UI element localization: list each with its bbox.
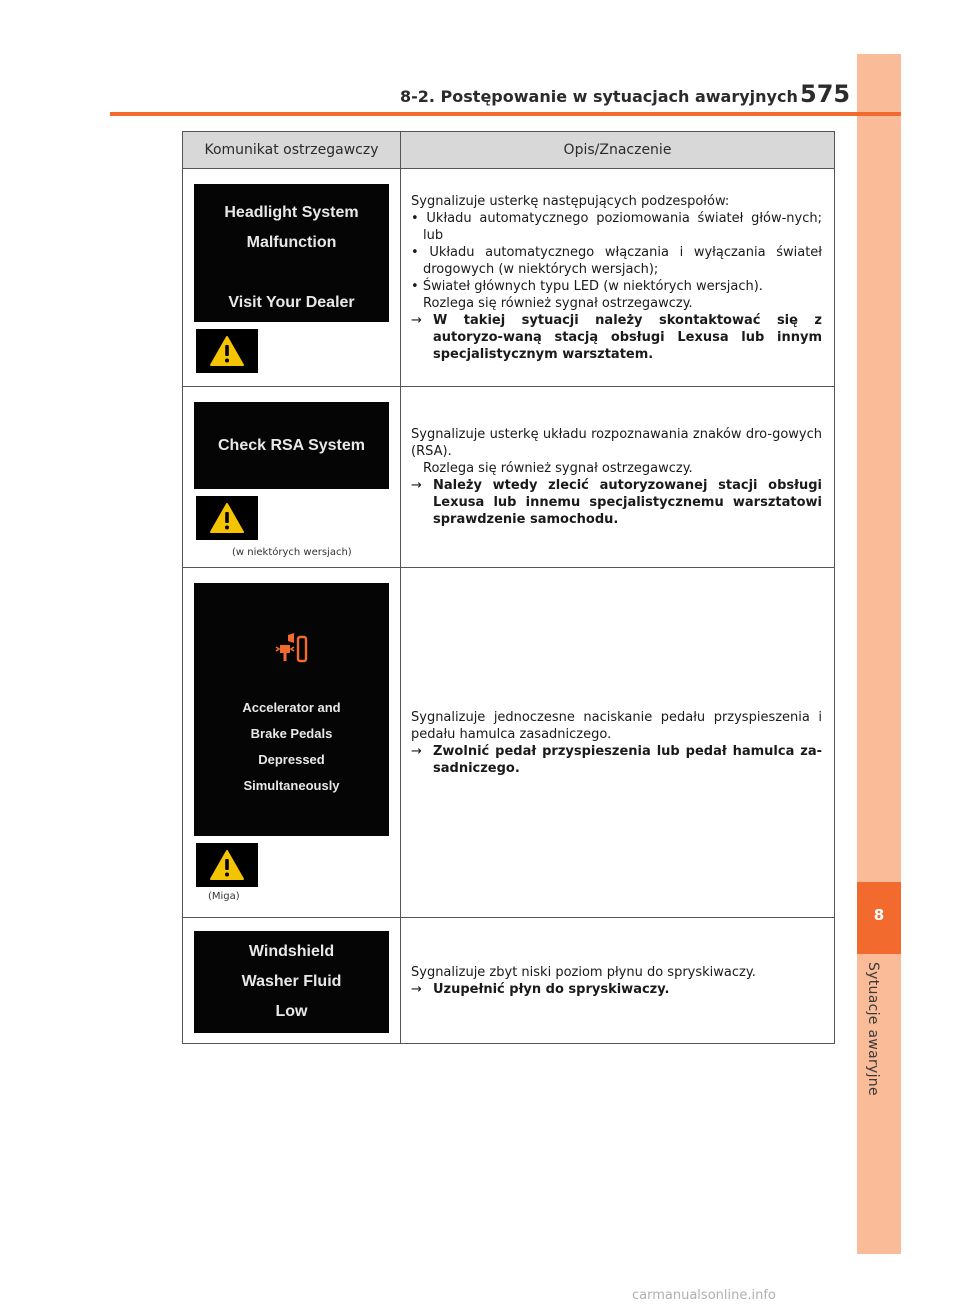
- section-title: 8-2. Postępowanie w sytuacjach awaryjnych: [400, 87, 798, 106]
- description-intro: Sygnalizuje usterkę układu rozpoznawania znaków dro-gowych (RSA).: [411, 427, 822, 459]
- action-instruction: → Zwolnić pedał przyspieszenia lub pedał hamulca za-sadniczego.: [411, 743, 822, 776]
- column-header-message: Komunikat ostrzegawczy: [183, 132, 401, 168]
- message-cell: [183, 918, 401, 1043]
- screen-line: Headlight System: [224, 204, 359, 221]
- description-intro: Sygnalizuje usterkę następujących podzespołów:: [411, 193, 730, 209]
- bullet-item: • Świateł głównych typu LED (w niektórych wersjach).: [411, 278, 763, 294]
- screen-line: Low: [275, 1003, 308, 1020]
- table-row: [183, 169, 834, 387]
- message-cell: [183, 568, 401, 917]
- description-cell: [401, 918, 834, 1043]
- display-screen-headlight: [194, 184, 389, 322]
- message-cell: [183, 169, 401, 386]
- chapter-title-vertical: Sytuacje awaryjne: [865, 962, 881, 1096]
- arrow-icon: →: [411, 312, 422, 328]
- table-row: [183, 918, 834, 1043]
- variant-caption: (w niektórych wersjach): [232, 547, 352, 558]
- screen-line: Windshield: [248, 943, 335, 960]
- description-intro: Sygnalizuje jednoczesne naciskanie pedału przyspieszenia i pedału hamulca zasadniczego.: [411, 709, 822, 742]
- description-note: Rozlega się również sygnał ostrzegawczy.: [423, 461, 693, 476]
- display-screen-pedals: [194, 583, 389, 836]
- column-header-description: Opis/Znaczenie: [563, 142, 672, 158]
- page-number: 575: [800, 80, 851, 108]
- warning-triangle-icon: [196, 496, 258, 540]
- screen-line: Malfunction: [246, 234, 337, 251]
- screen-line: Check RSA System: [217, 436, 366, 454]
- screen-line: Accelerator and: [242, 700, 341, 715]
- bullet-item: • Układu automatycznego poziomowania świateł głów-nych; lub: [411, 210, 822, 243]
- pedal-warning-icon: [272, 631, 312, 665]
- display-screen-washer: [194, 931, 389, 1033]
- description-note: Rozlega się również sygnał ostrzegawczy.: [423, 295, 693, 311]
- screen-line: Simultaneously: [243, 778, 340, 793]
- table-header: [183, 132, 834, 169]
- bullet-item: • Układu automatycznego włączania i wyłączania świateł drogowych (w niektórych wersjach);: [411, 244, 822, 277]
- arrow-icon: →: [411, 981, 422, 997]
- warning-messages-table: [182, 131, 835, 1044]
- table-row: [183, 387, 834, 568]
- chapter-side-tab: [857, 54, 901, 1254]
- arrow-icon: →: [411, 478, 422, 493]
- chapter-number: 8: [873, 906, 885, 924]
- description-intro: Sygnalizuje zbyt niski poziom płynu do spryskiwaczy.: [411, 964, 756, 980]
- header-rule: [110, 112, 901, 116]
- description-cell: [401, 169, 834, 386]
- action-instruction: → Należy wtedy zlecić autoryzowanej stacji obsługi Lexusa lub innemu specjalistycznemu warsztatowi sprawdzenie samochodu.: [411, 478, 822, 527]
- warning-triangle-icon: [196, 843, 258, 887]
- blink-caption: (Miga): [208, 891, 240, 902]
- screen-line: Brake Pedals: [250, 726, 333, 741]
- screen-line: Visit Your Dealer: [228, 294, 355, 311]
- screen-line: Depressed: [258, 752, 325, 767]
- screen-line: Washer Fluid: [241, 973, 342, 990]
- warning-triangle-icon: [196, 329, 258, 373]
- description-cell: [401, 387, 834, 567]
- action-instruction: → W takiej sytuacji należy skontaktować się z autoryzo-waną stacją obsługi Lexusa lub innym specjalistycznym warsztatem.: [411, 312, 822, 362]
- watermark-footer: carmanualsonline.info: [632, 1288, 776, 1303]
- arrow-icon: →: [411, 743, 422, 759]
- description-cell: [401, 568, 834, 917]
- message-cell: [183, 387, 401, 567]
- action-instruction: → Uzupełnić płyn do spryskiwaczy.: [411, 981, 670, 997]
- display-screen-rsa: [194, 402, 389, 489]
- table-row: [183, 568, 834, 918]
